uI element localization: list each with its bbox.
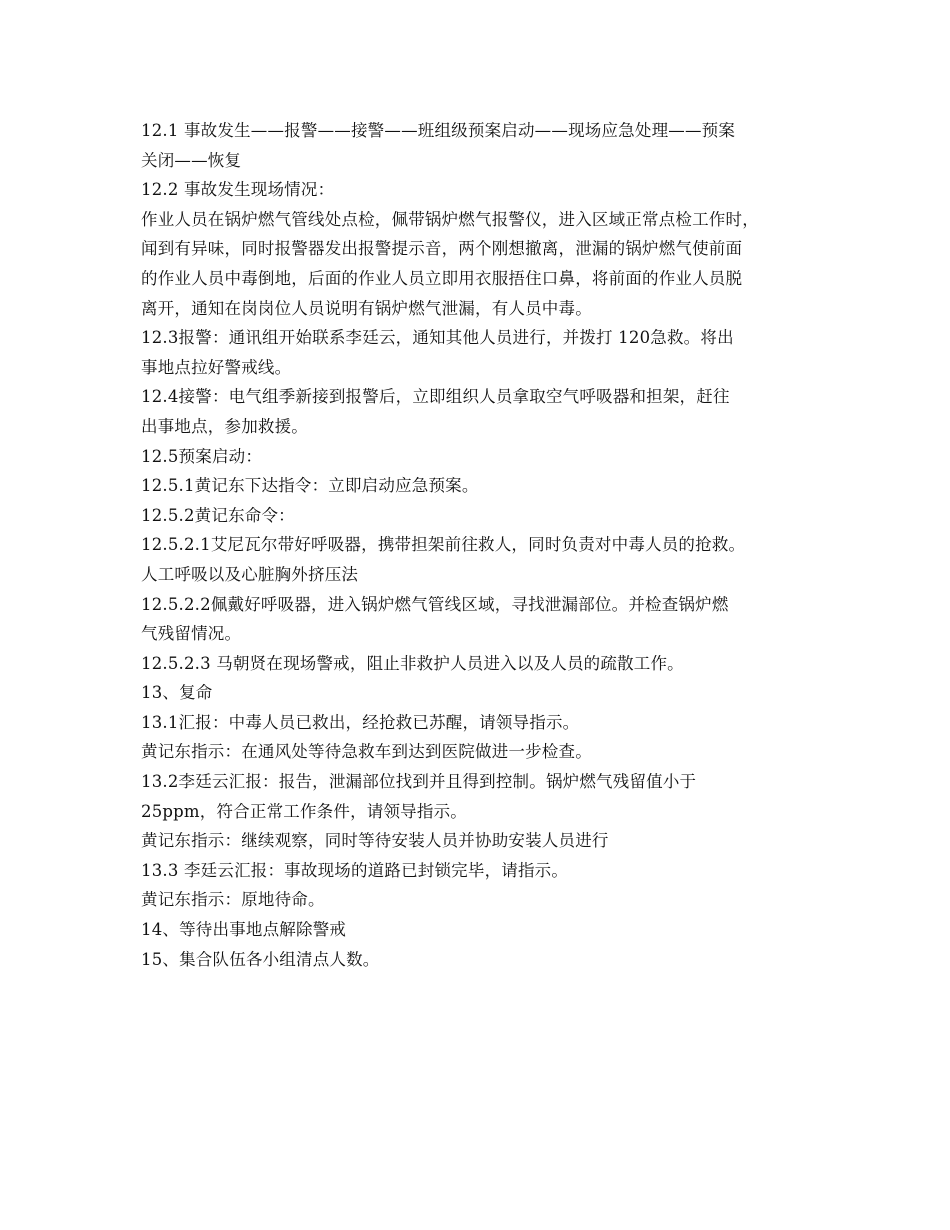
document-body xyxy=(141,116,821,974)
text-line: 12.2 事故发生现场情况： xyxy=(141,180,335,200)
text-line: 出事地点，参加救援。 xyxy=(141,416,308,436)
text-line: 12.5.1黄记东下达指令：立即启动应急预案。 xyxy=(141,476,479,496)
text-line: 13.3 李廷云汇报：事故现场的道路已封锁完毕，请指示。 xyxy=(141,860,569,880)
text-line: 12.5.2黄记东命令： xyxy=(141,505,295,525)
text-line: 离开，通知在岗岗位人员说明有锅炉燃气泄漏，有人员中毒。 xyxy=(141,298,592,318)
text-line: 黄记东指示：继续观察，同时等待安装人员并协助安装人员进行 xyxy=(141,831,609,851)
text-line: 12.5.2.1艾尼瓦尔带好呼吸器，携带担架前往救人，同时负责对中毒人员的抢救。 xyxy=(141,535,746,555)
text-line: 作业人员在锅炉燃气管线处点检，佩带锅炉燃气报警仪，进入区域正常点检工作时， xyxy=(141,209,759,229)
text-line: 黄记东指示：在通风处等待急救车到达到医院做进一步检查。 xyxy=(141,742,592,762)
text-line: 12.5预案启动： xyxy=(141,446,263,466)
text-line: 关闭——恢复 xyxy=(141,150,242,170)
text-line: 12.5.2.3 马朝贤在现场警戒，阻止非救护人员进入以及人员的疏散工作。 xyxy=(141,653,684,673)
text-line: 气残留情况。 xyxy=(141,624,242,644)
text-line: 事地点拉好警戒线。 xyxy=(141,357,292,377)
text-line: 13.2李廷云汇报：报告，泄漏部位找到并且得到控制。锅炉燃气残留值小于 xyxy=(141,772,697,792)
text-line: 闻到有异味，同时报警器发出报警提示音，两个刚想撤离，泄漏的锅炉燃气使前面 xyxy=(141,239,743,259)
text-line: 13、复命 xyxy=(141,683,213,703)
text-line: 12.1 事故发生——报警——接警——班组级预案启动——现场应急处理——预案 xyxy=(141,121,736,140)
text-line: 14、等待出事地点解除警戒 xyxy=(141,920,347,940)
text-line: 人工呼吸以及心脏胸外挤压法 xyxy=(141,564,359,584)
text-line: 的作业人员中毒倒地，后面的作业人员立即用衣服捂住口鼻，将前面的作业人员脱 xyxy=(141,268,743,288)
text-line: 13.1汇报：中毒人员已救出，经抢救已苏醒，请领导指示。 xyxy=(141,712,580,732)
text-line: 12.5.2.2佩戴好呼吸器，进入锅炉燃气管线区域，寻找泄漏部位。并检查锅炉燃 xyxy=(141,594,729,614)
text-line: 25ppm，符合正常工作条件，请领导指示。 xyxy=(141,801,467,821)
text-line: 15、集合队伍各小组清点人数。 xyxy=(141,949,380,969)
text-line: 12.3报警：通讯组开始联系李廷云，通知其他人员进行，并拨打 120急救。将出 xyxy=(141,328,734,348)
text-line: 黄记东指示：原地待命。 xyxy=(141,890,325,910)
text-line: 12.4接警：电气组季新接到报警后，立即组织人员拿取空气呼吸器和担架，赶往 xyxy=(141,387,730,407)
